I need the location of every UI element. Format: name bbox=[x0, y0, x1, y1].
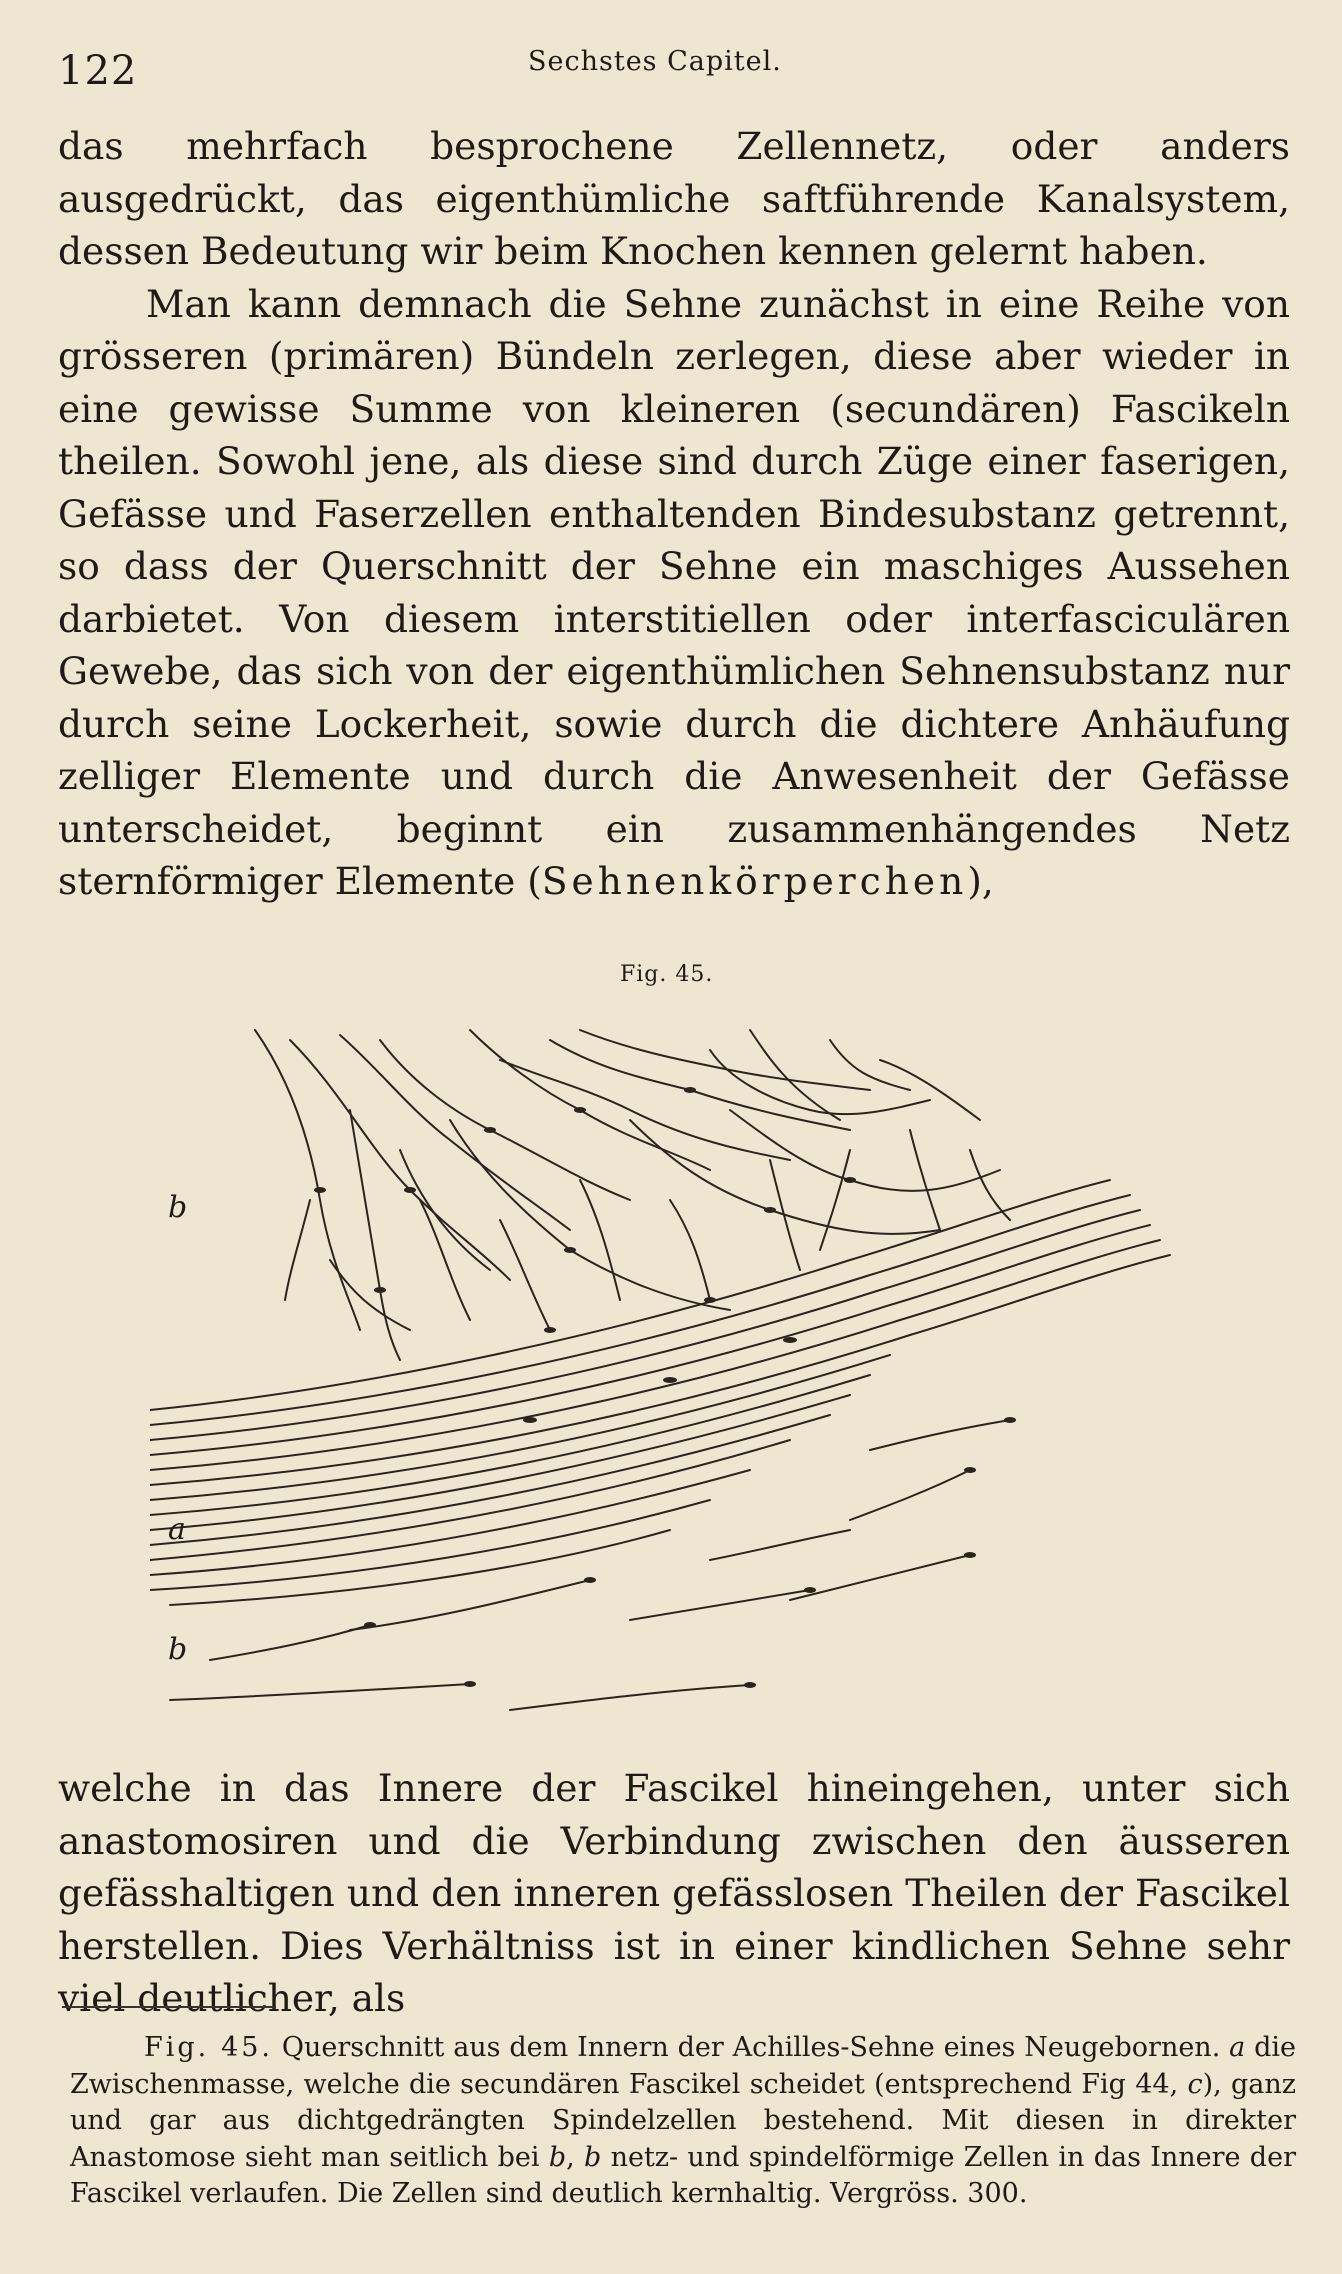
footnote bbox=[70, 2030, 1296, 2213]
footnote-label: Fig. 45. bbox=[144, 2032, 274, 2063]
paragraph-1-text: Man kann demnach die Sehne zunächst in eine Reihe von grösseren (primären) Bündeln zerlegen, diese aber wieder in eine gewisse Summe von kleineren (secundären) Fascikeln theilen. Sowohl jene, als diese sind durch Züge einer faserigen, Gefässe und Faserzellen enthaltenden Bindesubstanz getrennt, so dass der Querschnitt der Sehne ein maschiges Aussehen darbietet. Von diesem interstitiellen oder interfasciculären Gewebe, das sich von der eigenthümlichen Sehnensubstanz nur durch seine Lockerheit, sowie durch die dichtere Anhäufung zelliger Elemente und durch die Anwesenheit der Gefässe unterscheidet, beginnt ein zusammenhängendes Netz sternförmiger Elemente ( bbox=[58, 281, 1290, 903]
footnote-part-3: ), ganz und gar aus dichtgedrängten Spindelzellen bestehend. Mit diesen in direkter Anastomose sieht man seitlich bei bbox=[70, 2068, 1296, 2173]
figure-label: Fig. 45. bbox=[620, 962, 714, 987]
page-number: 122 bbox=[58, 48, 138, 94]
page-header bbox=[58, 42, 1282, 92]
paragraph-1-tail: ), bbox=[967, 859, 994, 903]
footnote-letter-a: a bbox=[1229, 2032, 1246, 2063]
footnote-separator: , bbox=[566, 2141, 575, 2173]
figure-letter-a: a bbox=[168, 1512, 186, 1547]
paragraph-1-lead: das mehrfach besprochene Zellennetz, oder anders ausgedrückt, das eigenthümliche saftführende Kanalsystem, dessen Bedeutung wir beim Knochen kennen gelernt haben. bbox=[58, 124, 1290, 273]
footnote-part-2: die Zwischenmasse, welche die secundären Fascikel scheidet (entsprechend Fig 44, bbox=[70, 2032, 1296, 2100]
footnote-rule bbox=[62, 2006, 276, 2008]
footnote-letter-b-2: b bbox=[584, 2141, 602, 2173]
footnote-letter-b-1: b bbox=[548, 2141, 567, 2173]
figure-letter-b-bottom: b bbox=[168, 1632, 188, 1667]
running-head: Sechstes Capitel. bbox=[528, 46, 782, 77]
footnote-letter-c: c bbox=[1187, 2068, 1203, 2100]
paragraph-1 bbox=[58, 120, 1290, 908]
footnote-part-1: Querschnitt aus dem Innern der Achilles-Sehne eines Neugebornen. bbox=[281, 2032, 1221, 2063]
footnote-part-4: netz- und spindelförmige Zellen in das Innere der Fascikel verlaufen. Die Zellen sind deutlich kernhaltig. Vergröss. 300. bbox=[70, 2141, 1296, 2209]
spaced-term: Sehnenkörperchen bbox=[541, 859, 968, 903]
figure-illustration bbox=[150, 1000, 1210, 1740]
paragraph-1-main bbox=[58, 278, 1290, 908]
figure-letter-b-top: b bbox=[168, 1190, 188, 1225]
paragraph-2-text: welche in das Innere der Fascikel hineingehen, unter sich anastomosiren und die Verbindung zwischen den äusseren gefässhaltigen und den inneren gefässlosen Theilen der Fascikel herstellen. Dies Verhältniss ist in einer kindlichen Sehne sehr viel deutlicher, als bbox=[58, 1766, 1290, 2020]
paragraph-2 bbox=[58, 1762, 1290, 2025]
